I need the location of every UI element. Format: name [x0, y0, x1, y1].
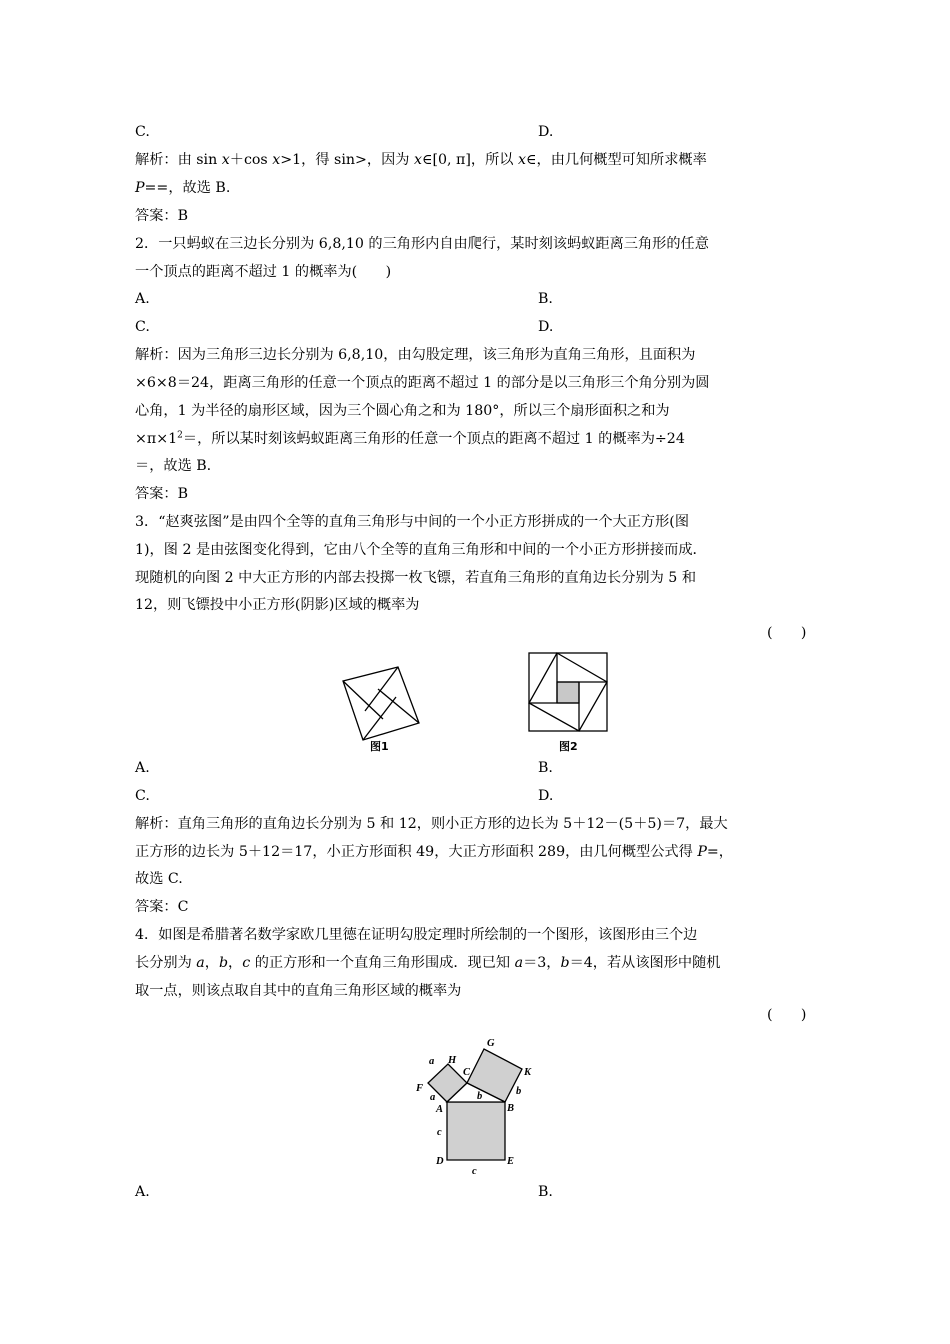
- q2-option-b: B.: [538, 291, 553, 307]
- label-E: E: [507, 1156, 515, 1167]
- q2-analysis-line-3: 心角，1 为半径的扇形区域，因为三个圆心角之和为 180°，所以三个扇形面积之和为: [135, 403, 670, 419]
- q2-stem-line-1: 2．一只蚂蚁在三边长分别为 6,8,10 的三角形内自由爬行，某时刻该蚂蚁距离三角形的任意: [135, 236, 709, 252]
- label-c-left: c: [437, 1127, 442, 1138]
- label-B: B: [507, 1103, 515, 1114]
- q2-analysis-line-4: $\times\pi\times 1^2=$，所以某时刻该蚂蚁距离三角形的任意一个顶点的距离不超过 1 的概率为÷24: [135, 430, 685, 447]
- q3-stem-line-4: 12，则飞镖投中小正方形(阴影)区域的概率为: [135, 597, 420, 613]
- q3-option-b: B.: [538, 760, 553, 776]
- q3-option-d: D.: [538, 788, 554, 804]
- label-a-top: a: [429, 1056, 435, 1067]
- q2-option-c: C.: [135, 319, 150, 335]
- label-D: D: [436, 1156, 444, 1167]
- square-c: [447, 1102, 505, 1160]
- q2-option-d: D.: [538, 319, 554, 335]
- figure-2-caption: 图2: [559, 740, 578, 753]
- label-b-mid: b: [477, 1091, 483, 1102]
- q2-analysis-line-5: ＝，故选 B.: [135, 458, 212, 474]
- q3-stem-line-2: 1)，图 2 是由弦图变化得到，它由八个全等的直角三角形和中间的一个小正方形拼接而成．: [135, 542, 707, 558]
- q3-option-a: A.: [135, 760, 150, 776]
- q4-stem-line-1: 4．如图是希腊著名数学家欧几里德在证明勾股定理时所绘制的一个图形，该图形由三个边: [135, 927, 698, 943]
- q4-stem-line-3: 取一点，则该点取自其中的直角三角形区域的概率为: [135, 983, 462, 999]
- pinwheel-figure-2: [528, 652, 610, 734]
- q1-analysis-line-1: 解析：由 sin x＋cos x>1，得 sin>，因为 x∈[0, π]，所以 x∈，由几何概型可知所求概率: [135, 152, 707, 168]
- label-C: C: [463, 1067, 471, 1078]
- q3-stem-line-3: 现随机的向图 2 中大正方形的内部去投掷一枚飞镖，若直角三角形的直角边长分别为 5 和: [135, 570, 697, 586]
- q3-analysis-line-1: 解析：直角三角形的直角边长分别为 5 和 12，则小正方形的边长为 5＋12－(5＋5)＝7，最大: [135, 816, 728, 832]
- q3-option-c: C.: [135, 788, 150, 804]
- q1-answer: 答案：B: [135, 208, 188, 224]
- q3-analysis-line-3: 故选 C.: [135, 871, 183, 887]
- label-K: K: [524, 1067, 532, 1078]
- q2-analysis-line-2: ×6×8＝24，距离三角形的任意一个顶点的距离不超过 1 的部分是以三角形三个角分别为圆: [135, 375, 710, 391]
- label-A: A: [436, 1104, 444, 1115]
- q2-answer: 答案：B: [135, 486, 188, 502]
- q3-analysis-line-2: 正方形的边长为 5＋12＝17，小正方形面积 49，大正方形面积 289，由几何概型公式得 P=，: [135, 844, 733, 860]
- q4-option-a: A.: [135, 1184, 150, 1200]
- figure-1-caption: 图1: [370, 740, 389, 753]
- q1-option-d: D.: [538, 124, 554, 140]
- zhao-shuang-figure-1: [336, 660, 426, 750]
- label-H: H: [448, 1055, 457, 1066]
- q3-stem-line-1: 3．“赵爽弦图”是由四个全等的直角三角形与中间的一个小正方形拼成的一个大正方形(图: [135, 514, 690, 530]
- label-b-right: b: [516, 1086, 522, 1097]
- label-G: G: [487, 1038, 495, 1049]
- q4-option-b: B.: [538, 1184, 553, 1200]
- q1-option-c: C.: [135, 124, 150, 140]
- q2-stem-line-2: 一个顶点的距离不超过 1 的概率为( ): [135, 264, 392, 280]
- q2-option-a: A.: [135, 291, 150, 307]
- q4-answer-paren: ( ): [767, 1007, 807, 1023]
- q2-analysis-line-1: 解析：因为三角形三边长分别为 6,8,10，由勾股定理，该三角形为直角三角形，且面积为: [135, 347, 696, 363]
- q3-answer: 答案：C: [135, 899, 189, 915]
- label-c-bottom: c: [472, 1166, 477, 1177]
- q1-analysis-line-2: P==，故选 B.: [135, 180, 231, 196]
- label-a-left: a: [430, 1092, 436, 1103]
- q4-stem-line-2: 长分别为 a，b，c 的正方形和一个直角三角形围成．现已知 a＝3，b＝4，若从该图形中随机: [135, 955, 721, 971]
- q3-answer-paren: ( ): [767, 625, 807, 641]
- euclid-pythagoras-figure: [410, 1032, 540, 1182]
- label-F: F: [416, 1083, 424, 1094]
